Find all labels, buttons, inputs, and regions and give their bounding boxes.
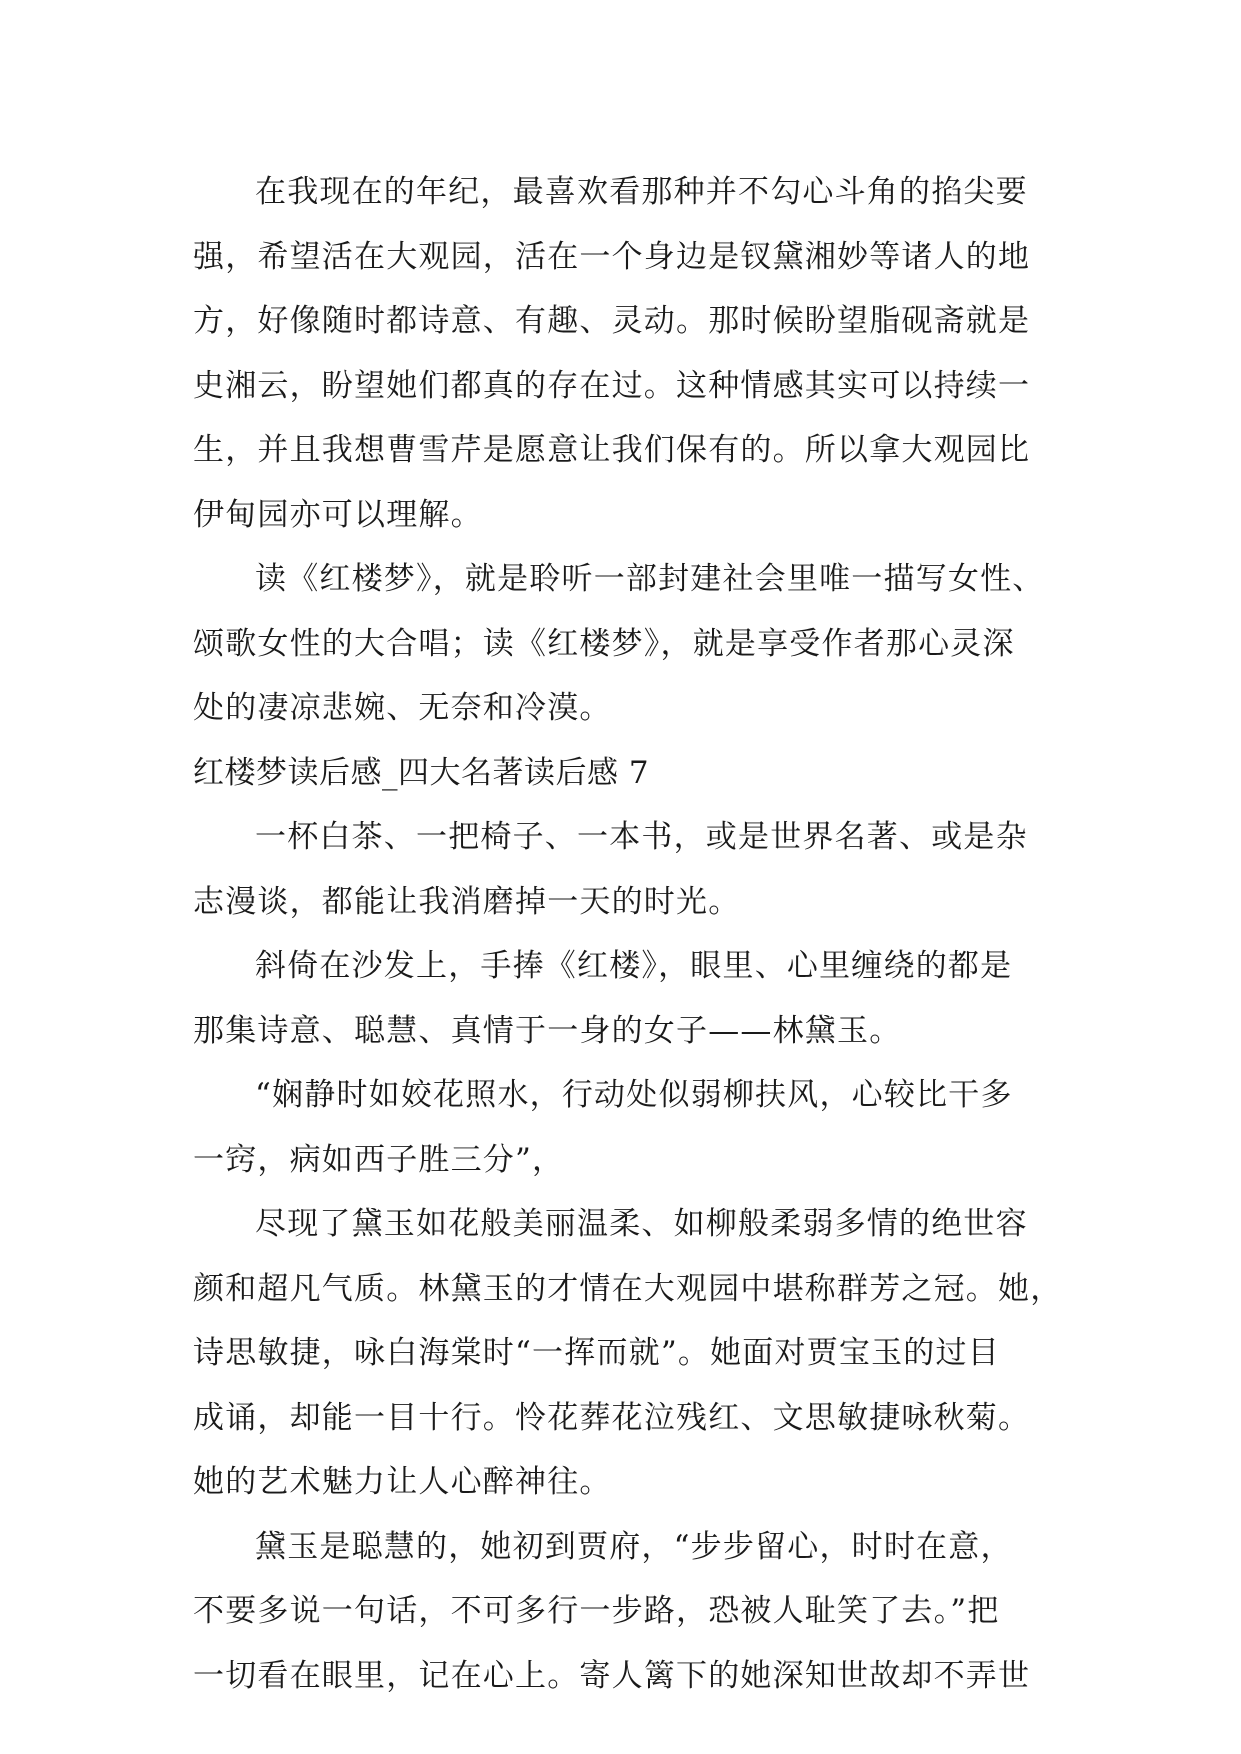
- paragraph-line: 那集诗意、聪慧、真情于一身的女子——林黛玉。: [193, 1012, 902, 1049]
- paragraph-line: 强，希望活在大观园，活在一个身边是钗黛湘妙等诸人的地: [193, 238, 1031, 275]
- paragraph-line: 处的凄凉悲婉、无奈和冷漠。: [193, 690, 612, 726]
- paragraph-line: 颜和超凡气质。林黛玉的才情在大观园中堪称群芳之冠。她，: [193, 1270, 1063, 1307]
- paragraph-line: 一窍，病如西子胜三分”，: [193, 1141, 565, 1178]
- paragraph-line: 伊甸园亦可以理解。: [193, 496, 483, 533]
- paragraph-line: 她的艺术魅力让人心醉神往。: [193, 1464, 612, 1500]
- paragraph-line: 生，并且我想曹雪芹是愿意让我们保有的。所以拿大观园比: [193, 432, 1031, 468]
- paragraph-line: 史湘云，盼望她们都真的存在过。这种情感其实可以持续一: [193, 367, 1031, 404]
- paragraph-line: 读《红楼梦》，就是聆听一部封建社会里唯一描写女性、: [255, 561, 1045, 597]
- paragraph-line: 一切看在眼里，记在心上。寄人篱下的她深知世故却不弄世: [193, 1657, 1031, 1694]
- paragraph-line: 不要多说一句话，不可多行一步路，恐被人耻笑了去。”把: [193, 1593, 1000, 1629]
- paragraph-line: 黛玉是聪慧的，她初到贾府，“步步留心，时时在意，: [255, 1528, 1013, 1565]
- paragraph-line: 在我现在的年纪，最喜欢看那种并不勾心斗角的掐尖要: [255, 174, 1028, 210]
- paragraph-line: “娴静时如姣花照水，行动处似弱柳扶风，心较比干多: [255, 1077, 1013, 1113]
- paragraph-line: 斜倚在沙发上，手捧《红楼》，眼里、心里缠绕的都是: [255, 948, 1013, 984]
- paragraph-line: 尽现了黛玉如花般美丽温柔、如柳般柔弱多情的绝世容: [255, 1206, 1028, 1242]
- paragraph-line: 诗思敏捷，咏白海棠时“一挥而就”。她面对贾宝玉的过目: [193, 1335, 1000, 1371]
- paragraph-line: 方，好像随时都诗意、有趣、灵动。那时候盼望脂砚斋就是: [193, 303, 1031, 339]
- document-body: [193, 160, 1063, 1708]
- paragraph-line: 成诵，却能一目十行。怜花葬花泣残红、文思敏捷咏秋菊。: [193, 1399, 1031, 1436]
- paragraph-line: 一杯白茶、一把椅子、一本书，或是世界名著、或是杂: [255, 819, 1028, 855]
- section-heading: 红楼梦读后感_四大名著读后感 7: [193, 754, 650, 791]
- paragraph-line: 颂歌女性的大合唱；读《红楼梦》，就是享受作者那心灵深: [193, 625, 1015, 662]
- paragraph-line: 志漫谈，都能让我消磨掉一天的时光。: [193, 883, 741, 920]
